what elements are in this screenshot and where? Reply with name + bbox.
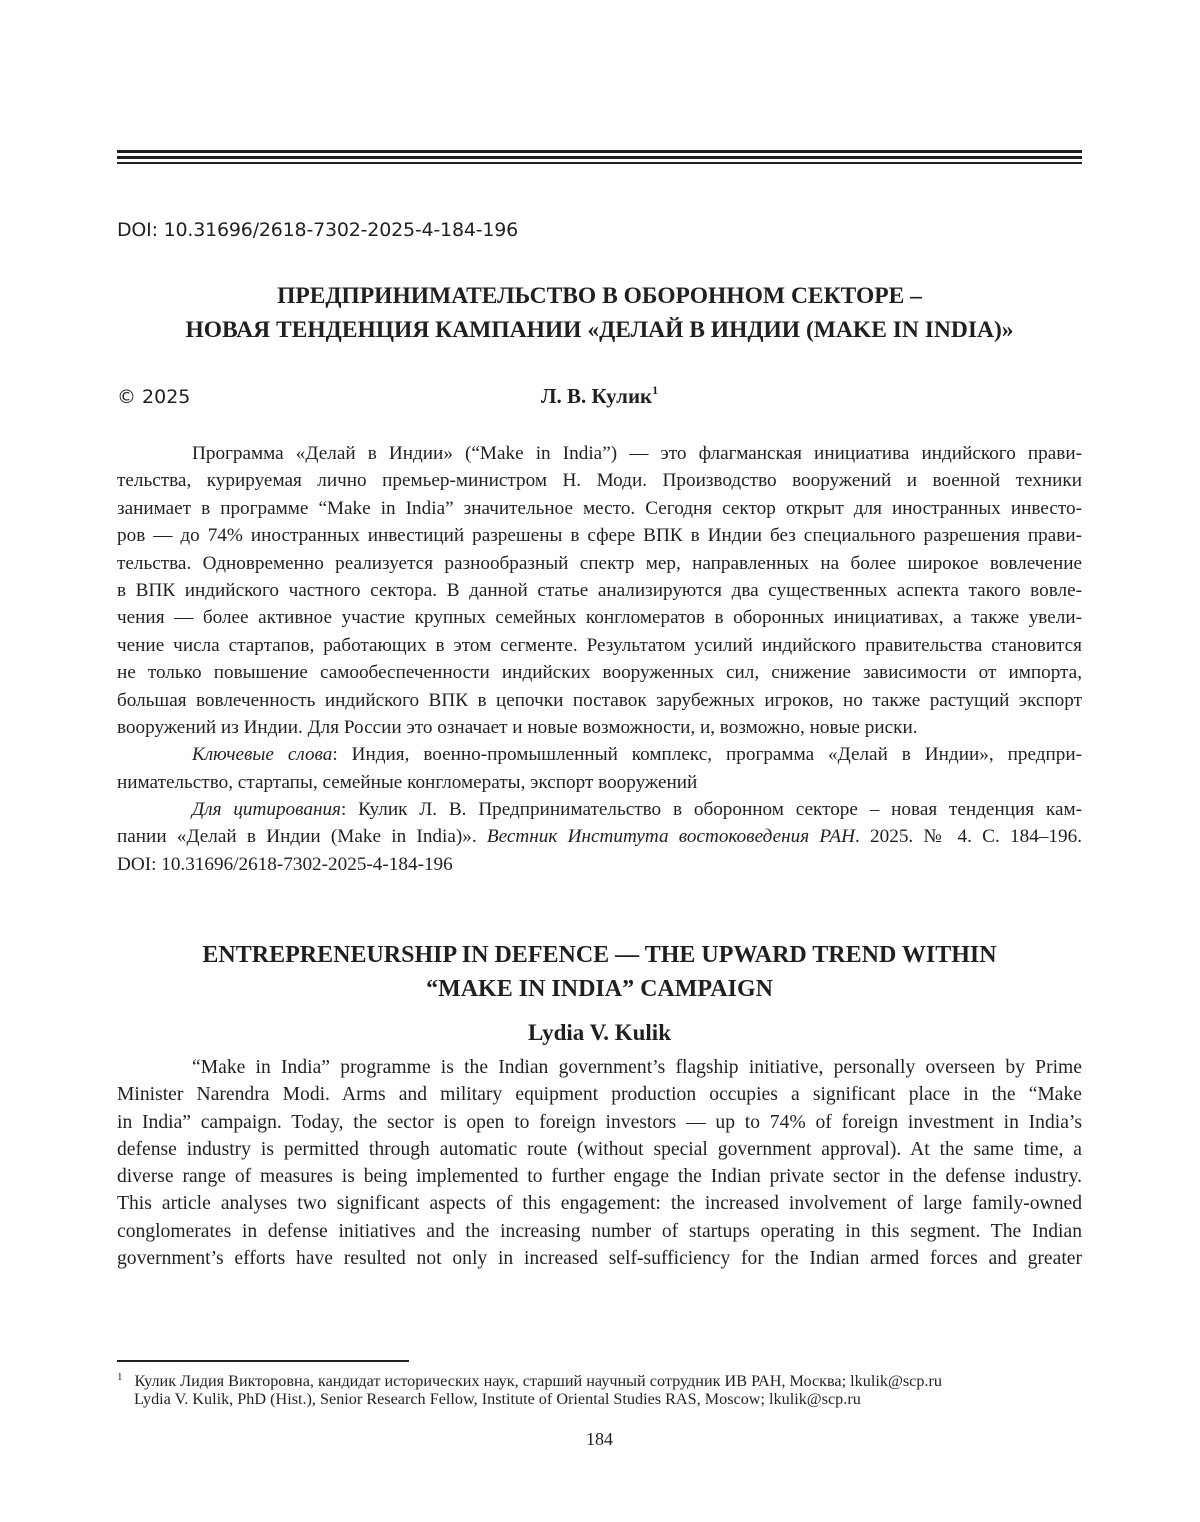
citation-post: . 2025. № 4. С. 184–196. <box>855 826 1082 848</box>
abstract-en-line: defense industry is permitted through automatic route (without special government approval). At the same time, a <box>117 1138 1082 1160</box>
author-footnote-mark: 1 <box>652 383 659 397</box>
keywords-label: Ключевые слова <box>192 744 333 766</box>
abstract-en-line: “Make in India” programme is the Indian government’s flagship initiative, personally overseen by Prime <box>192 1057 1082 1078</box>
abstract-ru-line: занимает в программе “Make in India” значительное место. Сегодня сектор открыт для иностранных инвесто- <box>117 497 1082 519</box>
title-ru-line1: ПРЕДПРИНИМАТЕЛЬСТВО В ОБОРОННОМ СЕКТОРЕ – <box>277 283 922 309</box>
abstract-ru-line: в ВПК индийского частного сектора. В данной статье анализируются два существенных аспекта такого вовле- <box>117 579 1082 601</box>
abstract-ru-line: чение числа стартапов, работающих в этом сегменте. Результатом усилий индийского правительства становится <box>117 634 1082 656</box>
abstract-en-line: conglomerates in defense initiatives and the increasing number of startups operating in this segment. The Indian <box>117 1220 1082 1242</box>
abstract-en-line: government’s efforts have resulted not only in increased self-sufficiency for the Indian armed forces and greater <box>117 1248 1082 1270</box>
keywords-line2: нимательство, стартапы, семейные конгломераты, экспорт вооружений <box>117 771 698 793</box>
page-number: 184 <box>586 1429 613 1449</box>
citation-pre: пании «Делай в Индии (Make in India)». <box>117 826 487 848</box>
author-ru <box>117 383 1082 409</box>
citation-line2 <box>117 823 1082 850</box>
keywords-line1 <box>117 741 1082 768</box>
keywords-text: : Индия, военно-промышленный комплекс, программа «Делай в Индии», предпри- <box>332 744 1082 766</box>
title-ru-line2: НОВАЯ ТЕНДЕНЦИЯ КАМПАНИИ «ДЕЛАЙ В ИНДИИ (MAKE IN INDIA)» <box>185 317 1014 343</box>
abstract-ru <box>117 440 1082 878</box>
abstract-en <box>117 1054 1082 1272</box>
citation-label: Для цитирования <box>192 799 341 821</box>
citation-line1 <box>117 796 1082 823</box>
footnote-ru: Кулик Лидия Викторовна, кандидат исторических наук, старший научный сотрудник ИВ РАН, Москва; lkulik@scp.ru <box>134 1372 942 1390</box>
title-en-line1: ENTREPRENEURSHIP IN DEFENCE — THE UPWARD TREND WITHIN <box>202 942 997 968</box>
abstract-en-line: This article analyses two significant aspects of this engagement: the increased involvement of large family-owned <box>117 1193 1082 1215</box>
abstract-en-line: in India” campaign. Today, the sector is open to foreign investors — up to 74% of foreign investment in India’s <box>117 1111 1082 1133</box>
footnote-mark: 1 <box>117 1371 123 1383</box>
footnote-line2: Lydia V. Kulik, PhD (Hist.), Senior Research Fellow, Institute of Oriental Studies RAS, Moscow; lkulik@scp.ru <box>134 1390 861 1408</box>
title-en-line2: “MAKE IN INDIA” CAMPAIGN <box>426 976 773 1002</box>
author-ru-name: Л. В. Кулик <box>540 384 653 408</box>
abstract-ru-line: чения — более активное участие крупных семейных конгломератов в оборонных инициативах, а также увели- <box>117 607 1082 629</box>
abstract-ru-line: вооружений из Индии. Для России это означает и новые возможности, и, возможно, новые риски. <box>117 716 918 738</box>
abstract-en-line: diverse range of measures is being implemented to further engage the Indian private sector in the defense industry. <box>117 1166 1082 1188</box>
header-rule <box>117 150 1082 164</box>
author-en: Lydia V. Kulik <box>528 1020 671 1045</box>
citation-doi: DOI: 10.31696/2618-7302-2025-4-184-196 <box>117 853 453 875</box>
abstract-ru-line: Программа «Делай в Индии» (“Make in India”) — это флагманская инициатива индийского прави- <box>192 443 1082 464</box>
footnote-rule <box>117 1360 409 1362</box>
abstract-ru-line: тельства. Одновременно реализуется разнообразный спектр мер, направленных на более широкое вовлечение <box>117 552 1082 574</box>
abstract-en-line: Minister Narendra Modi. Arms and military equipment production occupies a significant place in the “Make <box>117 1084 1082 1106</box>
citation-text: : Кулик Л. В. Предпринимательство в оборонном секторе – новая тенденция кам- <box>340 799 1082 821</box>
abstract-ru-line: не только повышение самообеспеченности индийских вооруженных сил, снижение зависимости от импорта, <box>117 662 1082 684</box>
abstract-ru-line: тельства, курируемая лично премьер-министром Н. Моди. Производство вооружений и военной техники <box>117 470 1082 492</box>
doi-header: DOI: 10.31696/2618-7302-2025-4-184-196 <box>117 219 519 241</box>
abstract-ru-line: большая вовлеченность индийского ВПК в цепочки поставок зарубежных игроков, но также растущий экспорт <box>117 689 1082 711</box>
citation-journal: Вестник Института востоковедения РАН <box>486 826 855 848</box>
copyright: © 2025 <box>117 386 191 408</box>
abstract-ru-line: ров — до 74% иностранных инвестиций разрешены в сфере ВПК в Индии без специального разрешения прави- <box>117 525 1082 547</box>
